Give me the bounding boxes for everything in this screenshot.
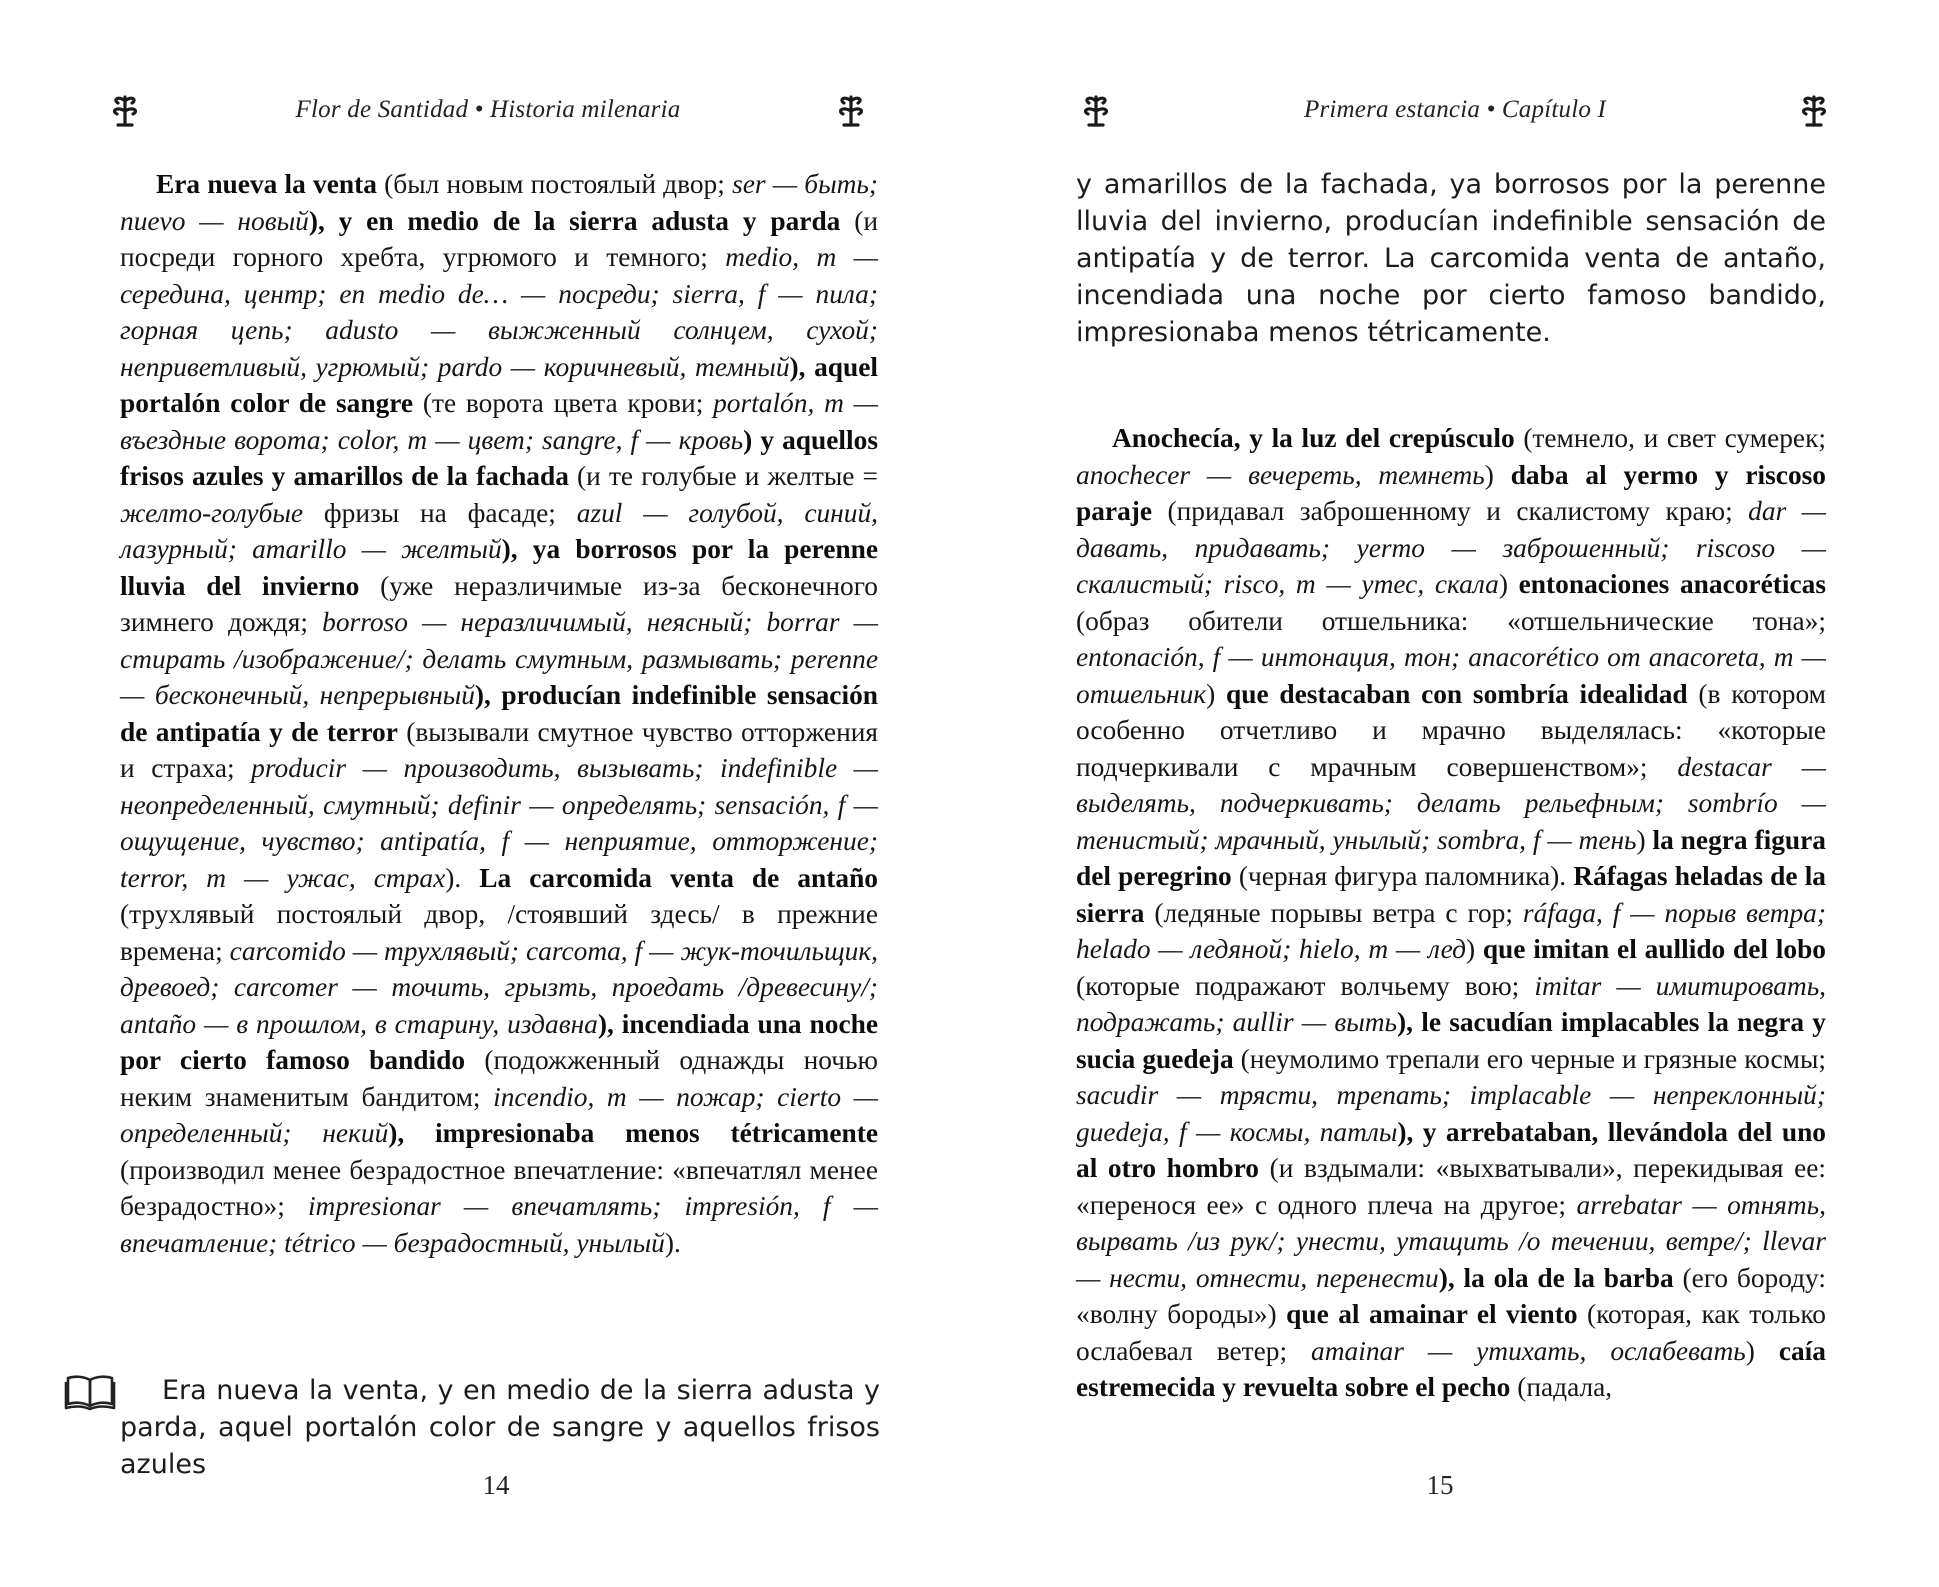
translation-text: (которая, как только ослабевал ветер;: [1076, 1299, 1826, 1366]
right-running-header: [1079, 90, 1831, 130]
translation-text: (неумолимо трепали его черные и грязные космы;: [1233, 1043, 1826, 1074]
translation-text: ): [1465, 934, 1483, 964]
spanish-phrase: caía estremecida y revuelta sobre el pecho: [1076, 1335, 1826, 1402]
translation-text: (уже неразличимые из-за бесконечного зимнего дождя;: [120, 570, 878, 637]
spanish-phrase: ), ya borrosos por la perenne lluvia del invierno: [120, 534, 879, 601]
spanish-phrase: La carcomida venta de antaño: [479, 862, 878, 893]
translation-text: (черная фигура паломника).: [1231, 861, 1574, 891]
translation-text: ): [1206, 678, 1227, 709]
translation-text: ): [1745, 1335, 1779, 1366]
translation-text: ).: [445, 862, 480, 893]
left-header-title: Flor de Santidad • Historia milenaria: [295, 96, 681, 123]
tree-ornament-icon: [108, 91, 142, 129]
translation-text: (придавал заброшенному и скалистому краю;: [1152, 496, 1749, 526]
spanish-phrase: que al amainar el viento: [1286, 1299, 1578, 1329]
translation-text: (темнело, и свет сумерек;: [1514, 423, 1826, 453]
translation-text: (вызывали смутное чувство отторжения и страха;: [120, 716, 878, 783]
translation-text: (был новым постоялый двор;: [376, 169, 733, 199]
spanish-phrase: que imitan el aullido del lobo: [1482, 934, 1826, 964]
gloss-note: ráfaga, f — порыв ветра; helado — ледяной; hielo, m — лед: [1076, 897, 1826, 964]
gloss-note: entonación, f — интонация, тон; anacorético от anacoreta, m — отшельник: [1076, 642, 1826, 709]
translation-text: (производил менее безрадостное впечатление: «впечатлял менее безрадостно»;: [120, 1154, 878, 1221]
gloss-note: azul — голубой, синий, лазурный; amarillo — желтый: [120, 497, 878, 564]
tree-ornament-icon: [1079, 91, 1113, 129]
translation-text: (трухлявый постоялый двор, /стоявший здесь/ в прежние времена;: [120, 899, 878, 966]
gloss-note: желто-голубые: [120, 497, 304, 528]
annotated-paragraph: [1076, 420, 1826, 1406]
gloss-note: anochecer — вечереть, темнеть: [1076, 459, 1485, 490]
translation-text: (и вздымали: «выхватывали», перекидывая ее: «перенося ее» с одного плеча на другое;: [1076, 1153, 1826, 1220]
spanish-phrase: Era nueva la venta: [156, 169, 377, 199]
left-running-header: [108, 90, 868, 130]
spanish-phrase: ), producían indefinible sensación de antipatía y de terror: [120, 680, 879, 747]
translation-text: ): [1484, 459, 1511, 490]
reading-continuation: [1076, 166, 1826, 351]
spanish-phrase: daba al yermo y riscoso paraje: [1076, 459, 1826, 526]
right-page: [969, 0, 1939, 1587]
reading-continuation-text: y amarillos de la fachada, ya borrosos por la perenne lluvia del invierno, producían indefinible sensación de antipatía y de terror. La carcomida venta de antaño, incendiada una noche por cierto famoso bandido, impresionaba menos tétricamente.: [1076, 169, 1826, 348]
gloss-note: arrebatar — отнять, вырвать /из рук/; унести, утащить /о течении, ветре/; llevar — нести, отнести, перенести: [1076, 1189, 1826, 1293]
spanish-phrase: ), aquel portalón color de sangre: [120, 351, 879, 418]
reading-text: Era nueva la venta, y en medio de la sierra adusta y parda, aquel portalón color de sangre y aquellos frisos azules: [120, 1375, 880, 1480]
spanish-phrase: ), y arrebataban, llevándola del uno al otro hombro: [1076, 1116, 1827, 1183]
gloss-note: incendio, m — пожар; cierto — определенный; некий: [120, 1081, 878, 1148]
spanish-phrase: ), la ola de la barba: [1438, 1262, 1674, 1293]
translation-text: (те ворота цвета крови;: [413, 388, 714, 418]
translation-text: (в котором особенно отчетливо и мрачно выделялась: «которые подчеркивали с мрачным совершенством»;: [1076, 678, 1826, 782]
gloss-note: medio, m — середина, центр; en medio de… — посреди; sierra, f — пила; горная цепь; adusto — выжженный солнцем, сухой; неприветливый, угрюмый; pardo — коричневый, темный: [120, 242, 878, 382]
gloss-note: destacar — выделять, подчеркивать; делать рельефным; sombrío — тенистый; мрачный, унылый; sombra, f — тень: [1076, 751, 1826, 855]
translation-text: (падала,: [1510, 1372, 1613, 1402]
right-header-title: Primera estancia • Capítulo I: [1303, 96, 1607, 123]
left-annotated-text: [120, 166, 878, 1261]
translation-text: (подожженный однажды ночью неким знаменитым бандитом;: [120, 1045, 878, 1112]
spanish-phrase: entonaciones anacoréticas: [1518, 569, 1826, 599]
tree-ornament-icon: [834, 91, 868, 129]
gloss-note: borroso — неразличимый, неясный; borrar — стирать /изображение/; делать смутным, размывать; perenne — бесконечный, непрерывный: [120, 607, 878, 710]
spanish-phrase: ) y aquellos frisos azules y amarillos de la fachada: [120, 424, 879, 491]
open-book-icon: [64, 1372, 116, 1412]
gloss-note: carcomido — трухлявый; carcoma, f — жук-точильщик, древоед; carcomer — точить, грызть, проедать /древесину/; antaño — в прошлом, в старину, издавна: [120, 935, 878, 1039]
spanish-phrase: ), le sacudían implacables la negra y sucia guedeja: [1076, 1007, 1826, 1074]
spanish-phrase: ), impresionaba menos tétricamente: [388, 1118, 878, 1148]
gloss-note: amainar — утихать, ослабевать: [1311, 1335, 1746, 1366]
translation-text: ): [1498, 569, 1519, 599]
gloss-note: producir — производить, вызывать; indefinible — неопределенный, смутный; definir — определять; sensación, f — ощущение, чувство; antipatía, f — неприятие, отторжение; terror, m — ужас, страх: [120, 753, 879, 893]
page-number: 15: [1426, 1470, 1454, 1500]
annotated-paragraph: [120, 166, 878, 1261]
translation-text: (которые подражают волчьему вою;: [1076, 970, 1535, 1001]
translation-text: фризы на фасаде;: [303, 497, 577, 528]
translation-text: (образ обители отшельника: «отшельнические тона»;: [1076, 605, 1826, 636]
gloss-note: portalón, m — въездные ворота; color, m — цвет; sangre, f — кровь: [120, 388, 878, 455]
translation-text: (и посреди горного хребта, угрюмого и темного;: [120, 205, 878, 272]
spanish-phrase: Anochecía, y la luz del crepúsculo: [1112, 423, 1515, 453]
gloss-note: sacudir — трясти, трепать; implacable — непреклонный; guedeja, f — космы, патлы: [1076, 1080, 1826, 1147]
translation-text: ).: [664, 1227, 681, 1258]
left-page: [0, 0, 969, 1587]
translation-text: (и те голубые и желтые =: [568, 461, 878, 491]
tree-ornament-icon: [1797, 91, 1831, 129]
spanish-phrase: la negra figura del peregrino: [1076, 824, 1826, 891]
page-number: 14: [482, 1470, 510, 1500]
spanish-phrase: ), y en medio de la sierra adusta y parda: [308, 205, 841, 236]
gloss-note: imitar — имитировать, подражать; aullir — выть: [1076, 970, 1827, 1037]
gloss-note: impresionar — впечатлять; impresión, f — впечатление; tétrico — безрадостный, унылый: [120, 1191, 878, 1258]
gloss-note: dar — давать, придавать; yermo — заброшенный; riscoso — скалистый; risco, m — утес, скала: [1076, 496, 1826, 599]
translation-text: ): [1636, 824, 1653, 855]
translation-text: (ледяные порывы ветра с гор;: [1144, 897, 1523, 928]
spanish-phrase: que destacaban con sombría idealidad: [1226, 678, 1688, 709]
right-annotated-text: [1076, 420, 1826, 1406]
gloss-note: ser — быть; nuevo — новый: [120, 169, 878, 236]
spanish-phrase: Ráfagas heladas de la sierra: [1076, 861, 1827, 928]
translation-text: (его бороду: «волну бороды»): [1076, 1262, 1827, 1329]
spanish-phrase: ), incendiada una noche por cierto famoso bandido: [120, 1008, 878, 1075]
